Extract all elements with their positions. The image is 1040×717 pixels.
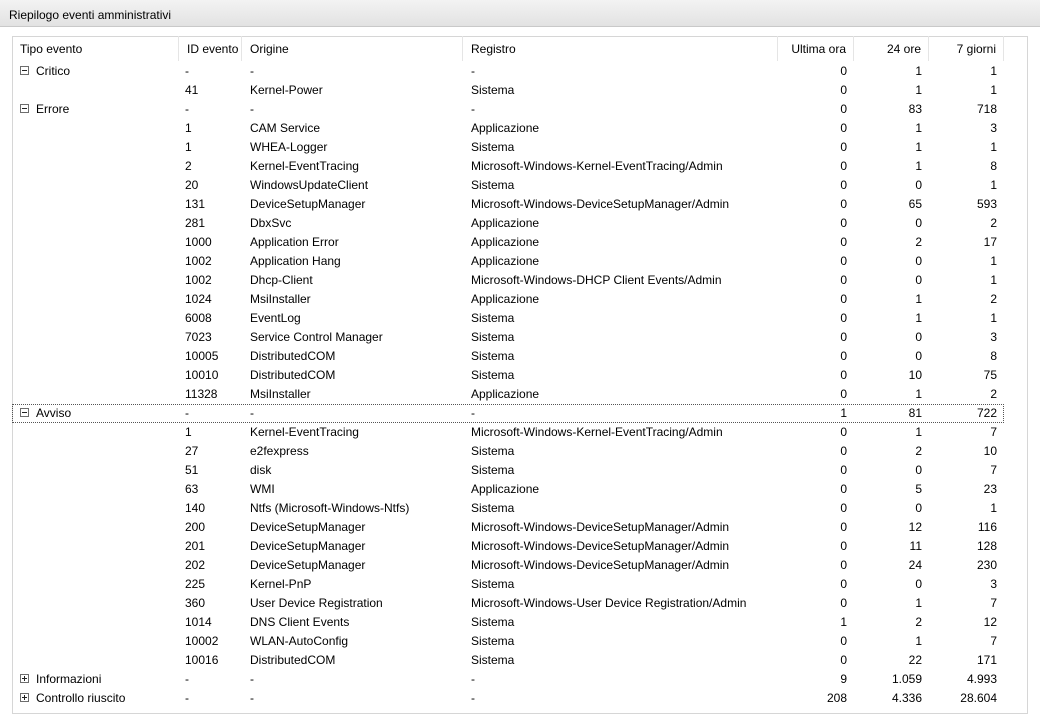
cell-24-ore: 2 xyxy=(915,615,922,629)
cell-ultima-ora: 0 xyxy=(840,102,847,116)
cell-origine: - xyxy=(250,102,254,116)
cell-24-ore: 1 xyxy=(915,64,922,78)
collapse-icon[interactable] xyxy=(20,408,29,417)
table-row[interactable] xyxy=(12,81,1004,100)
cell-ultima-ora: 1 xyxy=(840,406,847,420)
cell-7-giorni: 1 xyxy=(990,254,997,268)
cell-7-giorni: 7 xyxy=(990,596,997,610)
cell-tipo-evento xyxy=(36,176,186,195)
table-row[interactable] xyxy=(12,309,1004,328)
window-title: Riepilogo eventi amministrativi xyxy=(9,8,172,22)
cell-ultima-ora: 0 xyxy=(840,539,847,553)
cell-origine: - xyxy=(250,64,254,78)
group-row[interactable] xyxy=(12,670,1004,689)
cell-origine: Dhcp-Client xyxy=(250,273,313,287)
cell-24-ore: 1 xyxy=(915,596,922,610)
cell-24-ore: 10 xyxy=(908,368,922,382)
cell-origine: DeviceSetupManager xyxy=(250,520,366,534)
expand-icon[interactable] xyxy=(20,674,29,683)
group-row[interactable] xyxy=(12,689,1004,708)
cell-origine: e2fexpress xyxy=(250,444,309,458)
cell-ultima-ora: 0 xyxy=(840,482,847,496)
column-header-24-ore[interactable]: 24 ore xyxy=(854,36,929,61)
cell-ultima-ora: 0 xyxy=(840,501,847,515)
cell-tipo-evento xyxy=(36,651,186,670)
cell-tipo-evento xyxy=(36,347,186,366)
cell-registro: Sistema xyxy=(471,444,515,458)
cell-7-giorni: 10 xyxy=(983,444,997,458)
cell-registro: Sistema xyxy=(471,615,515,629)
cell-origine: - xyxy=(250,672,254,686)
cell-id-evento: 140 xyxy=(185,501,206,515)
column-header-7-giorni[interactable]: 7 giorni xyxy=(929,36,1004,61)
cell-registro: Microsoft-Windows-DeviceSetupManager/Admin xyxy=(471,197,730,211)
cell-7-giorni: 7 xyxy=(990,634,997,648)
cell-24-ore: 1 xyxy=(915,121,922,135)
cell-7-giorni: 2 xyxy=(990,387,997,401)
cell-ultima-ora: 0 xyxy=(840,463,847,477)
cell-7-giorni: 28.604 xyxy=(960,691,997,705)
cell-tipo-evento xyxy=(36,594,186,613)
cell-7-giorni: 1 xyxy=(990,83,997,97)
cell-7-giorni: 2 xyxy=(990,216,997,230)
table-row[interactable] xyxy=(12,518,1004,537)
cell-registro: Sistema xyxy=(471,311,515,325)
cell-origine: disk xyxy=(250,463,272,477)
cell-24-ore: 0 xyxy=(915,501,922,515)
cell-ultima-ora: 0 xyxy=(840,520,847,534)
cell-ultima-ora: 0 xyxy=(840,596,847,610)
cell-tipo-evento xyxy=(36,195,186,214)
table-row[interactable] xyxy=(12,594,1004,613)
collapse-icon[interactable] xyxy=(20,104,29,113)
cell-registro: Microsoft-Windows-User Device Registration/Admin xyxy=(471,596,747,610)
table-header xyxy=(12,36,1004,61)
table-row[interactable] xyxy=(12,290,1004,309)
table-row[interactable] xyxy=(12,480,1004,499)
table-row[interactable] xyxy=(12,366,1004,385)
cell-7-giorni: 3 xyxy=(990,121,997,135)
cell-registro: Microsoft-Windows-Kernel-EventTracing/Admin xyxy=(471,159,723,173)
cell-24-ore: 2 xyxy=(915,444,922,458)
cell-registro: Applicazione xyxy=(471,387,540,401)
cell-origine: DeviceSetupManager xyxy=(250,197,366,211)
cell-ultima-ora: 0 xyxy=(840,159,847,173)
cell-id-evento: 1 xyxy=(185,140,192,154)
cell-id-evento: 1014 xyxy=(185,615,212,629)
cell-24-ore: 12 xyxy=(908,520,922,534)
column-header-id-evento[interactable]: ID evento xyxy=(179,36,242,61)
cell-registro: - xyxy=(471,406,475,420)
cell-registro: Applicazione xyxy=(471,482,540,496)
cell-tipo-evento: Avviso xyxy=(36,406,72,420)
cell-24-ore: 2 xyxy=(915,235,922,249)
cell-7-giorni: 4.993 xyxy=(966,672,997,686)
table-row[interactable] xyxy=(12,537,1004,556)
cell-registro: Sistema xyxy=(471,330,515,344)
cell-ultima-ora: 0 xyxy=(840,254,847,268)
cell-id-evento: 10005 xyxy=(185,349,219,363)
cell-7-giorni: 1 xyxy=(990,501,997,515)
cell-ultima-ora: 0 xyxy=(840,292,847,306)
table-row[interactable] xyxy=(12,651,1004,670)
cell-24-ore: 4.336 xyxy=(891,691,922,705)
cell-7-giorni: 718 xyxy=(976,102,997,116)
cell-tipo-evento xyxy=(36,556,186,575)
cell-registro: Applicazione xyxy=(471,254,540,268)
table-row[interactable] xyxy=(12,461,1004,480)
cell-24-ore: 24 xyxy=(908,558,922,572)
cell-id-evento: 1 xyxy=(185,121,192,135)
cell-7-giorni: 1 xyxy=(990,273,997,287)
table-row[interactable] xyxy=(12,499,1004,518)
cell-origine: Kernel-PnP xyxy=(250,577,312,591)
table-row[interactable] xyxy=(12,575,1004,594)
cell-7-giorni: 116 xyxy=(977,520,997,534)
cell-tipo-evento xyxy=(36,518,186,537)
cell-7-giorni: 171 xyxy=(976,653,997,667)
cell-registro: Sistema xyxy=(471,349,515,363)
cell-origine: DistributedCOM xyxy=(250,349,336,363)
cell-tipo-evento xyxy=(36,480,186,499)
cell-registro: Sistema xyxy=(471,140,515,154)
cell-registro: Applicazione xyxy=(471,121,540,135)
cell-7-giorni: 128 xyxy=(976,539,997,553)
cell-registro: Microsoft-Windows-DeviceSetupManager/Admin xyxy=(471,558,730,572)
cell-tipo-evento: Controllo riuscito xyxy=(36,691,126,705)
cell-registro: Sistema xyxy=(471,634,515,648)
cell-registro: - xyxy=(471,64,475,78)
cell-id-evento: 1002 xyxy=(185,273,212,287)
cell-24-ore: 65 xyxy=(908,197,922,211)
cell-7-giorni: 1 xyxy=(990,64,997,78)
cell-7-giorni: 2 xyxy=(990,292,997,306)
cell-24-ore: 0 xyxy=(915,349,922,363)
cell-ultima-ora: 0 xyxy=(840,311,847,325)
cell-registro: Microsoft-Windows-DeviceSetupManager/Admin xyxy=(471,520,730,534)
cell-registro: Microsoft-Windows-DeviceSetupManager/Admin xyxy=(471,539,730,553)
cell-7-giorni: 722 xyxy=(976,406,997,420)
cell-tipo-evento xyxy=(36,119,186,138)
cell-registro: Sistema xyxy=(471,501,515,515)
cell-id-evento: - xyxy=(185,102,189,116)
cell-origine: Kernel-Power xyxy=(250,83,323,97)
column-header-origine[interactable]: Origine xyxy=(242,36,463,61)
cell-origine: DNS Client Events xyxy=(250,615,350,629)
table-row[interactable] xyxy=(12,613,1004,632)
cell-id-evento: 1002 xyxy=(185,254,212,268)
cell-ultima-ora: 0 xyxy=(840,83,847,97)
cell-registro: Sistema xyxy=(471,368,515,382)
cell-7-giorni: 23 xyxy=(983,482,997,496)
cell-tipo-evento xyxy=(36,157,186,176)
cell-24-ore: 1 xyxy=(915,140,922,154)
cell-tipo-evento xyxy=(36,81,186,100)
cell-tipo-evento xyxy=(36,214,186,233)
group-row[interactable] xyxy=(12,100,1004,119)
cell-tipo-evento xyxy=(36,423,186,442)
expand-icon[interactable] xyxy=(20,693,29,702)
cell-origine: CAM Service xyxy=(250,121,321,135)
table-row[interactable] xyxy=(12,119,1004,138)
cell-id-evento: 131 xyxy=(185,197,206,211)
table-row[interactable] xyxy=(12,556,1004,575)
cell-ultima-ora: 0 xyxy=(840,197,847,211)
cell-7-giorni: 1 xyxy=(990,178,997,192)
cell-24-ore: 1.059 xyxy=(891,672,922,686)
cell-registro: Applicazione xyxy=(471,292,540,306)
cell-ultima-ora: 0 xyxy=(840,178,847,192)
cell-tipo-evento xyxy=(36,613,186,632)
cell-24-ore: 11 xyxy=(909,539,922,553)
cell-tipo-evento xyxy=(36,442,186,461)
cell-7-giorni: 3 xyxy=(990,330,997,344)
cell-registro: Applicazione xyxy=(471,216,540,230)
cell-registro: Sistema xyxy=(471,577,515,591)
cell-id-evento: - xyxy=(185,672,189,686)
cell-id-evento: 2 xyxy=(185,159,192,173)
cell-id-evento: 201 xyxy=(185,539,206,553)
cell-origine: DeviceSetupManager xyxy=(250,558,366,572)
table-row[interactable] xyxy=(12,423,1004,442)
cell-7-giorni: 230 xyxy=(976,558,997,572)
column-header-tipo-evento[interactable]: Tipo evento xyxy=(12,36,179,61)
table-row[interactable] xyxy=(12,252,1004,271)
table-row[interactable] xyxy=(12,214,1004,233)
cell-id-evento: 200 xyxy=(185,520,206,534)
cell-ultima-ora: 0 xyxy=(840,444,847,458)
cell-tipo-evento xyxy=(36,385,186,404)
cell-ultima-ora: 0 xyxy=(840,387,847,401)
cell-ultima-ora: 0 xyxy=(840,368,847,382)
cell-tipo-evento: Critico xyxy=(36,64,71,78)
cell-origine: WLAN-AutoConfig xyxy=(250,634,349,648)
cell-origine: Kernel-EventTracing xyxy=(250,425,359,439)
table-row[interactable] xyxy=(12,385,1004,404)
cell-id-evento: 27 xyxy=(185,444,199,458)
cell-origine: MsiInstaller xyxy=(250,387,311,401)
cell-tipo-evento xyxy=(36,499,186,518)
column-header-ultima-ora[interactable]: Ultima ora xyxy=(778,36,854,61)
cell-registro: Microsoft-Windows-Kernel-EventTracing/Admin xyxy=(471,425,723,439)
cell-tipo-evento xyxy=(36,537,186,556)
table-row[interactable] xyxy=(12,138,1004,157)
cell-id-evento: - xyxy=(185,691,189,705)
cell-24-ore: 0 xyxy=(915,254,922,268)
cell-24-ore: 0 xyxy=(915,178,922,192)
cell-origine: DeviceSetupManager xyxy=(250,539,366,553)
cell-id-evento: 41 xyxy=(185,83,199,97)
cell-tipo-evento xyxy=(36,138,186,157)
cell-24-ore: 1 xyxy=(915,159,922,173)
cell-24-ore: 5 xyxy=(915,482,922,496)
cell-tipo-evento: Informazioni xyxy=(36,672,102,686)
table-row[interactable] xyxy=(12,271,1004,290)
cell-7-giorni: 8 xyxy=(990,159,997,173)
cell-registro: - xyxy=(471,691,475,705)
cell-id-evento: 10016 xyxy=(185,653,219,667)
cell-ultima-ora: 0 xyxy=(840,216,847,230)
cell-id-evento: 202 xyxy=(185,558,206,572)
cell-registro: Microsoft-Windows-DHCP Client Events/Admin xyxy=(471,273,722,287)
cell-7-giorni: 8 xyxy=(990,349,997,363)
cell-24-ore: 1 xyxy=(915,425,922,439)
cell-tipo-evento xyxy=(36,309,186,328)
cell-origine: DistributedCOM xyxy=(250,653,336,667)
cell-id-evento: - xyxy=(185,64,189,78)
cell-tipo-evento xyxy=(36,632,186,651)
cell-ultima-ora: 0 xyxy=(840,140,847,154)
cell-id-evento: 63 xyxy=(185,482,199,496)
cell-origine: WHEA-Logger xyxy=(250,140,328,154)
cell-id-evento: 1000 xyxy=(185,235,212,249)
cell-ultima-ora: 0 xyxy=(840,634,847,648)
cell-id-evento: 11328 xyxy=(185,387,218,401)
cell-registro: Applicazione xyxy=(471,235,540,249)
collapse-icon[interactable] xyxy=(20,66,29,75)
cell-24-ore: 0 xyxy=(915,330,922,344)
group-row[interactable] xyxy=(12,62,1004,81)
cell-id-evento: 1024 xyxy=(185,292,212,306)
cell-24-ore: 0 xyxy=(915,463,922,477)
cell-origine: DbxSvc xyxy=(250,216,292,230)
cell-7-giorni: 75 xyxy=(983,368,997,382)
cell-ultima-ora: 0 xyxy=(840,121,847,135)
cell-tipo-evento: Errore xyxy=(36,102,70,116)
cell-7-giorni: 7 xyxy=(990,463,997,477)
cell-tipo-evento xyxy=(36,290,186,309)
cell-origine: EventLog xyxy=(250,311,301,325)
cell-ultima-ora: 208 xyxy=(826,691,847,705)
cell-ultima-ora: 0 xyxy=(840,653,847,667)
cell-origine: - xyxy=(250,691,254,705)
cell-tipo-evento xyxy=(36,233,186,252)
table-row[interactable] xyxy=(12,233,1004,252)
cell-24-ore: 1 xyxy=(915,292,922,306)
cell-registro: Sistema xyxy=(471,463,515,477)
cell-7-giorni: 593 xyxy=(976,197,997,211)
cell-tipo-evento xyxy=(36,461,186,480)
cell-ultima-ora: 0 xyxy=(840,235,847,249)
cell-id-evento: 10010 xyxy=(185,368,219,382)
group-row[interactable] xyxy=(12,404,1004,423)
cell-24-ore: 0 xyxy=(915,577,922,591)
cell-origine: Application Error xyxy=(250,235,339,249)
table-row[interactable] xyxy=(12,328,1004,347)
cell-id-evento: - xyxy=(185,406,189,420)
cell-origine: Application Hang xyxy=(250,254,341,268)
cell-id-evento: 281 xyxy=(185,216,206,230)
cell-id-evento: 10002 xyxy=(185,634,219,648)
cell-ultima-ora: 9 xyxy=(840,672,847,686)
cell-24-ore: 1 xyxy=(915,83,922,97)
cell-tipo-evento xyxy=(36,366,186,385)
cell-ultima-ora: 0 xyxy=(840,349,847,363)
cell-tipo-evento xyxy=(36,575,186,594)
cell-24-ore: 1 xyxy=(915,387,922,401)
cell-origine: MsiInstaller xyxy=(250,292,311,306)
cell-ultima-ora: 0 xyxy=(840,425,847,439)
cell-origine: Ntfs (Microsoft-Windows-Ntfs) xyxy=(250,501,410,515)
cell-24-ore: 0 xyxy=(915,216,922,230)
cell-7-giorni: 12 xyxy=(983,615,997,629)
cell-id-evento: 51 xyxy=(185,463,199,477)
cell-registro: Sistema xyxy=(471,178,515,192)
cell-id-evento: 20 xyxy=(185,178,199,192)
cell-registro: - xyxy=(471,102,475,116)
cell-registro: Sistema xyxy=(471,653,515,667)
cell-registro: - xyxy=(471,672,475,686)
cell-origine: - xyxy=(250,406,254,420)
cell-24-ore: 1 xyxy=(915,311,922,325)
column-header-registro[interactable]: Registro xyxy=(463,36,778,61)
table-row[interactable] xyxy=(12,347,1004,366)
cell-7-giorni: 7 xyxy=(990,425,997,439)
cell-origine: Service Control Manager xyxy=(250,330,383,344)
cell-id-evento: 7023 xyxy=(185,330,212,344)
table-row[interactable] xyxy=(12,632,1004,651)
cell-7-giorni: 3 xyxy=(990,577,997,591)
cell-id-evento: 360 xyxy=(185,596,206,610)
cell-ultima-ora: 0 xyxy=(840,64,847,78)
cell-origine: WindowsUpdateClient xyxy=(250,178,369,192)
table-row[interactable] xyxy=(12,442,1004,461)
window-titlebar xyxy=(0,0,1040,27)
cell-tipo-evento xyxy=(36,271,186,290)
cell-registro: Sistema xyxy=(471,83,515,97)
cell-24-ore: 1 xyxy=(915,634,922,648)
cell-ultima-ora: 0 xyxy=(840,558,847,572)
cell-ultima-ora: 0 xyxy=(840,577,847,591)
cell-ultima-ora: 0 xyxy=(840,273,847,287)
cell-tipo-evento xyxy=(36,252,186,271)
table-row[interactable] xyxy=(12,195,1004,214)
cell-24-ore: 22 xyxy=(908,653,922,667)
cell-7-giorni: 17 xyxy=(983,235,997,249)
cell-ultima-ora: 1 xyxy=(840,615,847,629)
table-row[interactable] xyxy=(12,176,1004,195)
cell-id-evento: 1 xyxy=(185,425,192,439)
cell-origine: Kernel-EventTracing xyxy=(250,159,359,173)
cell-24-ore: 81 xyxy=(908,406,922,420)
cell-24-ore: 0 xyxy=(915,273,922,287)
cell-tipo-evento xyxy=(36,328,186,347)
cell-ultima-ora: 0 xyxy=(840,330,847,344)
cell-7-giorni: 1 xyxy=(990,311,997,325)
cell-7-giorni: 1 xyxy=(990,140,997,154)
table-row[interactable] xyxy=(12,157,1004,176)
cell-origine: WMI xyxy=(250,482,275,496)
cell-id-evento: 225 xyxy=(185,577,206,591)
cell-24-ore: 83 xyxy=(908,102,922,116)
cell-id-evento: 6008 xyxy=(185,311,212,325)
cell-origine: DistributedCOM xyxy=(250,368,336,382)
cell-origine: User Device Registration xyxy=(250,596,383,610)
